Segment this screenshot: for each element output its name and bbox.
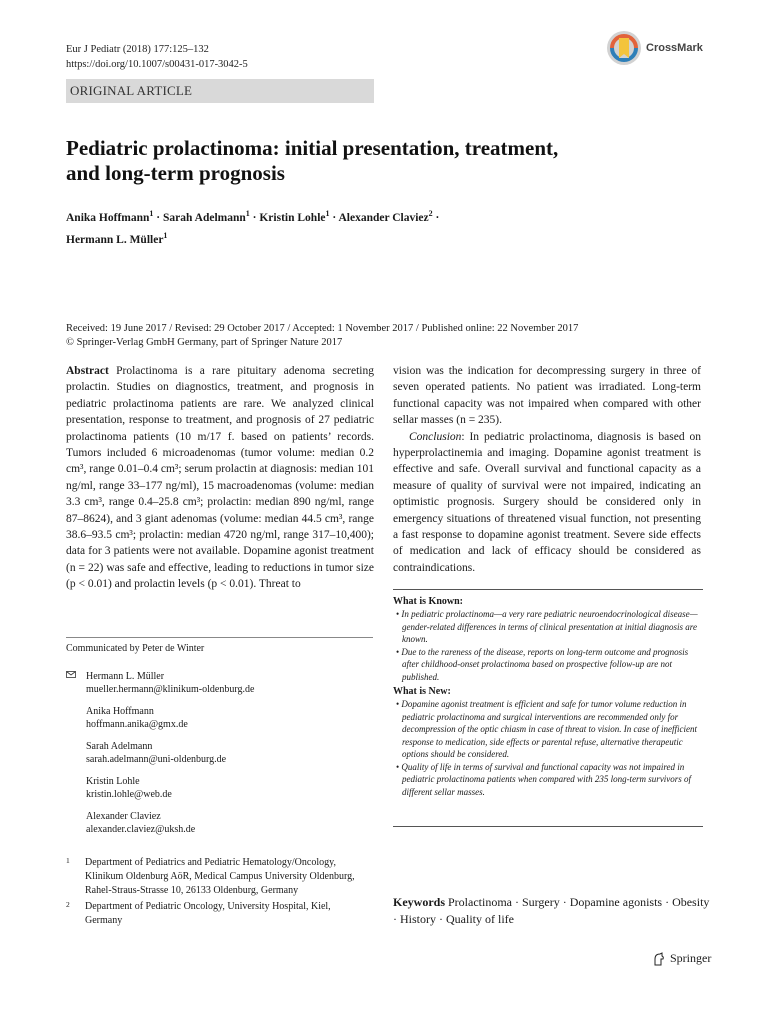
contact-list: [66, 670, 366, 845]
envelope-icon: [66, 671, 76, 678]
affiliation-number: 1: [66, 856, 70, 865]
article-type-bar: ORIGINAL ARTICLE: [66, 79, 374, 103]
affiliation: [66, 900, 366, 928]
copyright-line: © Springer-Verlag GmbH Germany, part of Springer Nature 2017: [66, 337, 343, 348]
contact-email[interactable]: mueller.hermann@klinikum-oldenburg.de: [86, 684, 255, 695]
affiliation-text: Department of Pediatrics and Pediatric Hematology/Oncology, Klinikum Oldenburg AöR, Medical Campus University Oldenburg, Rahel-Straus-Strasse 10, 26133 Oldenburg, Germany: [85, 857, 355, 896]
bullet: •: [396, 699, 400, 709]
separator: ·: [156, 211, 161, 224]
communicated-by: Communicated by Peter de Winter: [66, 643, 205, 654]
new-heading: What is New:: [393, 686, 451, 697]
contact-entry: [86, 810, 366, 836]
abstract-label: Abstract: [66, 365, 109, 377]
contact-entry: [86, 740, 366, 766]
affiliation-ref: 2: [428, 209, 433, 218]
contact-email[interactable]: sarah.adelmann@uni-oldenburg.de: [86, 754, 227, 765]
new-item-text: Dopamine agonist treatment is efficient and safe for tumor volume reduction in pediatric prolactinoma and surgical interventions are recommended only for decompression of the optic chiasm in case of threat to vision. In case of inefficient response to medication, side effects or parental refuse, alternative therapeutic options should be considered.: [401, 699, 698, 759]
affiliation: [66, 856, 366, 898]
keywords-label: Keywords: [393, 895, 445, 909]
known-item-text: Due to the rareness of the disease, reports on long-term outcome and prognosis after childhood-onset prolactinoma based on prospective follow-up are not published.: [401, 646, 689, 682]
contact-email[interactable]: alexander.claviez@uksh.de: [86, 824, 196, 835]
title-line: Pediatric prolactinoma: initial presentation, treatment,: [66, 136, 559, 160]
affiliation-text: Department of Pediatric Oncology, University Hospital, Kiel, Germany: [85, 901, 331, 926]
new-item: [393, 698, 701, 761]
abstract-right-column: [393, 363, 701, 576]
abstract-text: Prolactinoma is a rare pituitary adenoma secreting prolactin. Studies on diagnostics, treatment, and prognosis in pediatric prolactinoma patients are rare. We analyzed clinical presentation, response to treatment, and prognosis of 27 pediatric prolactinoma patients (10 m/17 f. based on patients’ records. Tumors included 6 microadenomas (tumor volume: median 0.2 cm³, range 0.01–0.4 cm³; serum prolactin at diagnosis: median 101 ng/ml, range 33–177 ng/ml), 15 macroadenomas (volume: median 3.3 cm³, range 0.4–25.8 cm³; prolactin: median 890 ng/ml, range 87–8624), and 3 giant adenomas (volume: median 44.5 cm³, range 38.6–93.5 cm³; prolactin: median 4720 ng/ml, range 317–10,400); data for 3 patients were not available. Dopamine agonist treatment (n = 22) was safe and effective, leading to reductions in tumor size (p < 0.01) and prolactin levels (p < 0.01). Threat to: [66, 365, 374, 591]
conclusion-text: : In pediatric prolactinoma, diagnosis is based on hyperprolactinemia and imaging. Dopamine agonist treatment is effective and safe. Overall survival and functional capacity as a measure of quality of survival were not impaired, indicating an optimistic prognosis. Surgery should be considered only in emergency situations of threatened visual function, not presenting a fast response to dopamine agonist treatment. Severe side effects of medication and lack of efficacy should be considered as contraindications.: [393, 430, 701, 574]
bullet: •: [396, 761, 400, 772]
author-list: [66, 205, 706, 249]
contact-email[interactable]: kristin.lohle@web.de: [86, 789, 172, 800]
keywords: [393, 894, 713, 928]
contact-entry: [86, 775, 366, 801]
affiliation-number: 2: [66, 900, 70, 909]
title-line: and long-term prognosis: [66, 161, 285, 185]
affiliation-ref: 1: [245, 209, 250, 218]
new-item-text: Quality of life in terms of survival and functional capacity was not impaired in pediatric prolactinoma patients when compared with 235 long-term survivors of different sellar masses.: [401, 761, 692, 797]
dates-line: Received: 19 June 2017 / Revised: 29 October 2017 / Accepted: 1 November 2017 / Published online: 22 November 2017: [66, 323, 579, 334]
publisher-name: Springer: [670, 951, 712, 965]
contact-name: Alexander Claviez: [86, 811, 161, 822]
separator: ·: [332, 211, 337, 224]
box-top-rule: [393, 589, 703, 590]
bullet: •: [396, 646, 400, 657]
affiliation-ref: 1: [325, 209, 330, 218]
box-bottom-rule: [393, 826, 703, 827]
affiliation-ref: 1: [149, 209, 154, 218]
contact-name: Kristin Lohle: [86, 776, 140, 787]
journal-citation: Eur J Pediatr (2018) 177:125–132: [66, 44, 209, 55]
footnote-rule: [66, 637, 373, 638]
highlights-box: [393, 595, 701, 798]
abstract-left-column: [66, 363, 374, 593]
crossmark-badge[interactable]: [606, 30, 703, 66]
contact-name: Hermann L. Müller: [86, 671, 165, 682]
affiliation-ref: 1: [163, 230, 168, 240]
publication-history: [66, 322, 726, 350]
contact-entry: [86, 705, 366, 731]
known-heading: What is Known:: [393, 596, 464, 607]
known-item: [393, 646, 701, 684]
contact-name: Anika Hoffmann: [86, 706, 154, 717]
separator: ·: [252, 211, 257, 224]
separator: ·: [435, 211, 440, 224]
springer-horse-icon: [652, 952, 666, 966]
author-name[interactable]: Sarah Adelmann: [163, 211, 246, 224]
author-name[interactable]: Anika Hoffmann: [66, 211, 150, 224]
publisher-logo: [652, 951, 711, 966]
keywords-text: Prolactinoma · Surgery · Dopamine agonists · Obesity · History · Quality of life: [393, 895, 710, 926]
author-name[interactable]: Hermann L. Müller: [66, 233, 164, 246]
abstract-continued: vision was the indication for decompressing surgery in three of seven operated patients. No patient was irradiated. Long-term functional capacity was not impaired when compared with other sellar masses (n = 235).: [393, 365, 701, 427]
known-item-text: In pediatric prolactinoma—a very rare pediatric neuroendocrinological disease—gender-related differences in terms of clinical presentation at initial diagnosis are known.: [401, 609, 698, 644]
doi-link[interactable]: https://doi.org/10.1007/s00431-017-3042-5: [66, 59, 248, 70]
crossmark-icon: [606, 30, 642, 66]
crossmark-label: CrossMark: [646, 42, 703, 54]
bullet: •: [396, 609, 400, 619]
new-item: [393, 761, 701, 799]
conclusion-label: Conclusion: [409, 430, 462, 443]
author-name[interactable]: Kristin Lohle: [259, 211, 326, 224]
known-item: [393, 608, 701, 646]
contact-email[interactable]: hoffmann.anika@gmx.de: [86, 719, 188, 730]
author-name[interactable]: Alexander Claviez: [338, 211, 429, 224]
contact-entry: [86, 670, 366, 696]
contact-name: Sarah Adelmann: [86, 741, 153, 752]
article-title: [66, 136, 626, 186]
